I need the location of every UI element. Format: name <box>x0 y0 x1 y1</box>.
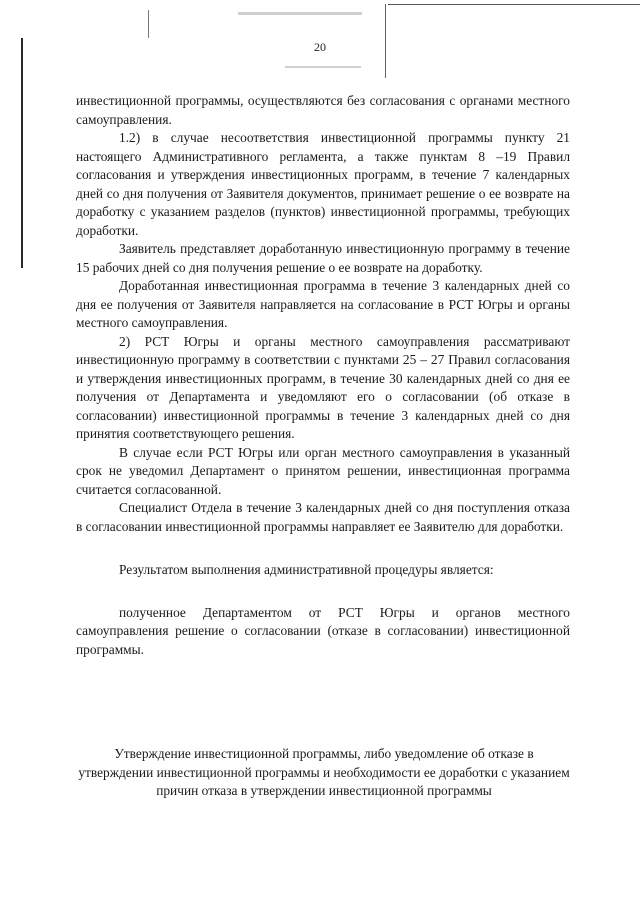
paragraph-specialist-returns: Специалист Отдела в течение 3 календарных дней со дня поступления отказа в согласовании инвестиционной программы направляет ее Заявителю для доработки. <box>76 500 570 534</box>
section-heading-text: Утверждение инвестиционной программы, либо уведомление об отказе в утверждении инвестиционной программы и необходимости ее доработки с указанием причин отказа в утверждении инвестиционной программы <box>78 746 570 798</box>
scan-smudge-top <box>238 12 362 15</box>
paragraph-2-review: 2) РСТ Югры и органы местного самоуправления рассматривают инвестиционную программу в соответствии с пунктами 25 – 27 Правил согласования и утверждения инвестиционных программ, в течение 30 календарных дней со дня ее получения от Департамента и уведомляют его о согласовании (об отказе в согласовании) инвестиционной программы в течение 3 календарных дней со дня принятия соответствующего решения. <box>76 333 570 441</box>
document-body <box>76 92 570 659</box>
paragraph-deemed-approved: В случае если РСТ Югры или орган местного самоуправления в указанный срок не уведомил Департамент о принятом решении, инвестиционная программа считается согласованной. <box>76 444 570 497</box>
paragraph-continuation: инвестиционной программы, осуществляются без согласования с органами местного самоуправления. <box>76 93 570 127</box>
paragraph-result: полученное Департаментом от РСТ Югры и органов местного самоуправления решение о согласовании (отказе в согласовании) инвестиционной программы. <box>76 604 570 657</box>
paragraph-result-intro: Результатом выполнения административной процедуры является: <box>119 562 494 577</box>
scan-smudge-under-number <box>285 66 361 68</box>
paragraph-revised-program: Доработанная инвестиционная программа в течение 3 календарных дней со дня ее получения от Заявителя направляется на согласование в РСТ Югры и органы местного самоуправления. <box>76 278 570 330</box>
section-heading <box>76 745 572 801</box>
paragraph-1-2-return: 1.2) в случае несоответствия инвестиционной программы пункту 21 настоящего Административного регламента, а также пунктам 8 –19 Правил согласования и утверждения инвестиционных программ, в течение 7 календарных дней со дня получения от Заявителя документов, принимает решение о ее возврате на доработку с указанием разделов (пунктов) инвестиционной программы, требующих доработки. <box>76 130 570 238</box>
paragraph-applicant-resubmits: Заявитель представляет доработанную инвестиционную программу в течение 15 рабочих дней со дня получения решение о ее возврате на доработку. <box>76 241 570 275</box>
scan-margin-line-top <box>388 4 640 5</box>
scan-margin-line-left <box>21 38 23 268</box>
page-number: 20 <box>314 40 326 54</box>
scan-tick-left <box>148 10 149 38</box>
